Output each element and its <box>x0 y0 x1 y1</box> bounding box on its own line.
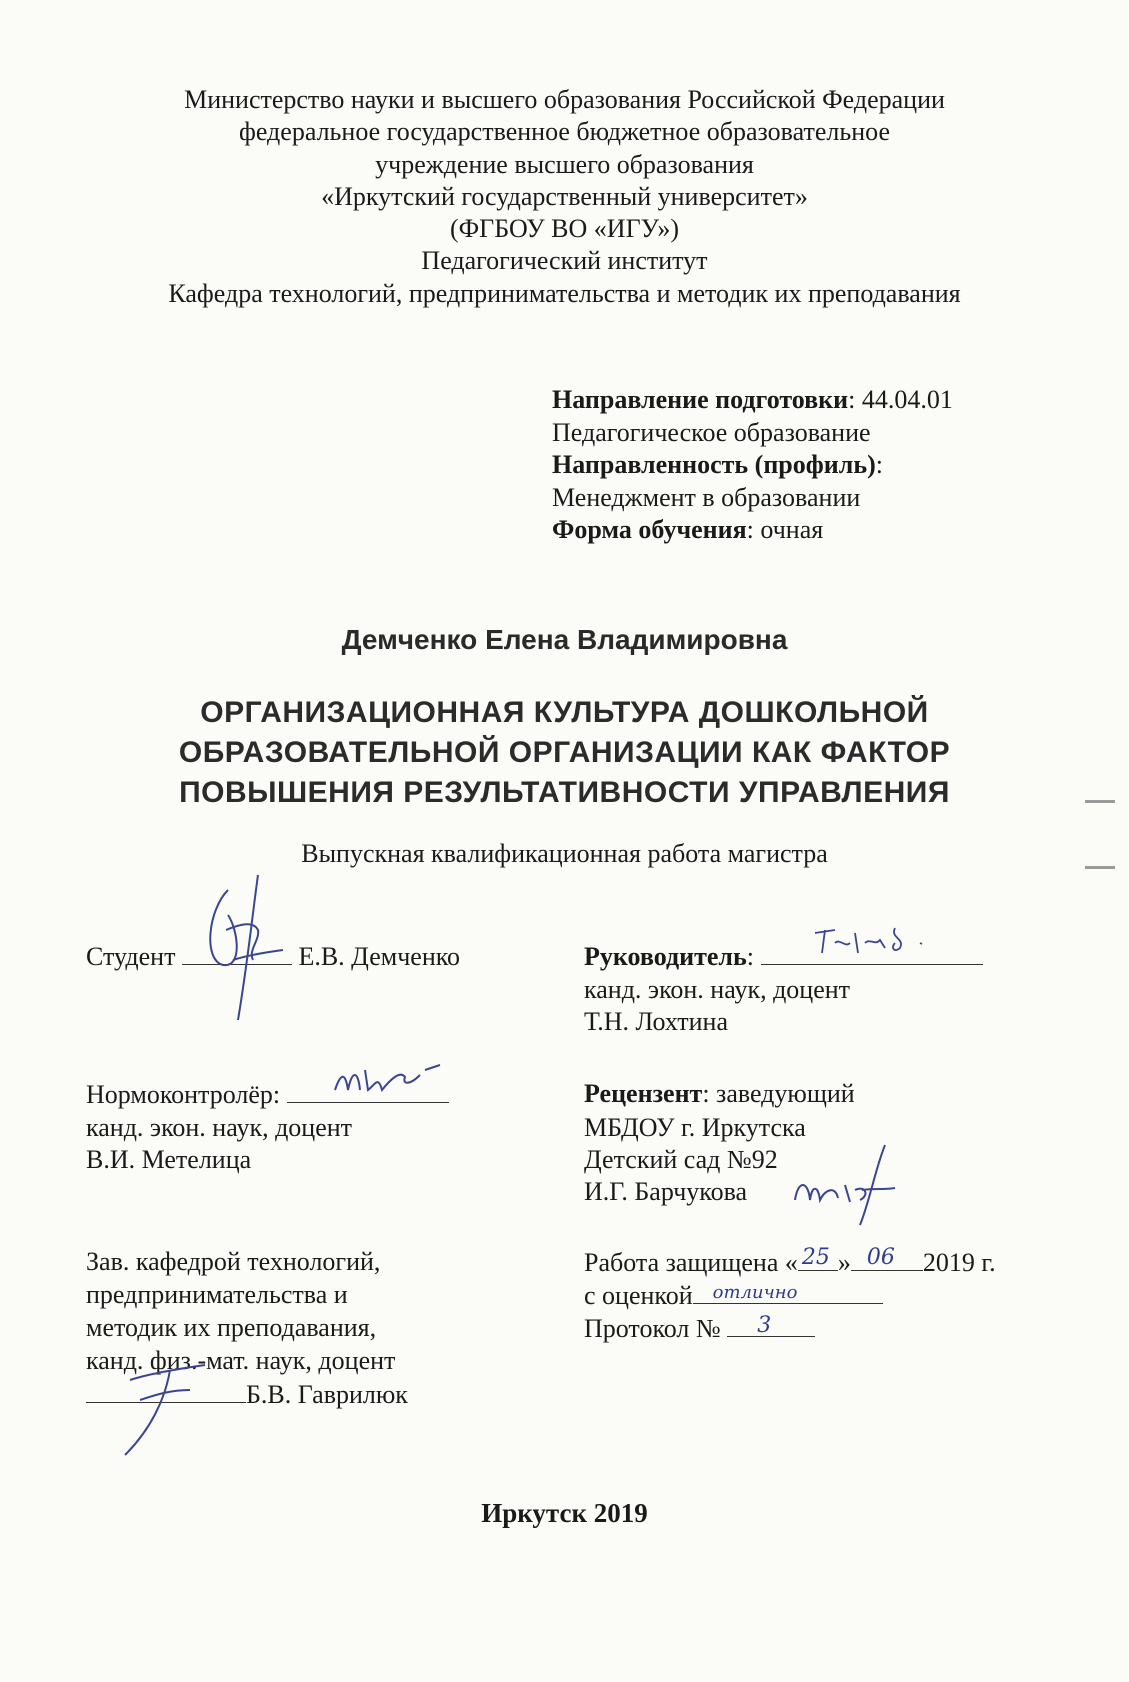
form-line <box>552 514 953 547</box>
grade-label: с оценкой <box>584 1281 693 1310</box>
defense-day-field <box>798 1246 838 1271</box>
scan-edge-mark <box>1085 866 1115 869</box>
protocol-field <box>727 1312 815 1337</box>
normcontroller-degree: канд. экон. наук, доцент <box>86 1113 353 1142</box>
head-line2: предпринимательства и <box>86 1280 348 1309</box>
defense-month: 06 <box>866 1245 895 1270</box>
defense-mid: » <box>837 1248 851 1277</box>
header-line-education-level: учреждение высшего образования <box>375 149 754 179</box>
form-value: : очная <box>746 515 824 544</box>
form-label: Форма обучения <box>552 515 747 544</box>
profile-sep: : <box>875 450 883 479</box>
defense-year: 2019 г. <box>922 1248 996 1277</box>
thesis-title <box>0 693 1129 813</box>
defense-month-field <box>851 1246 923 1271</box>
head-signature-line <box>86 1378 408 1411</box>
header-line-university: «Иркутский государственный университет» <box>321 181 808 211</box>
reviewer-org2: Детский сад №92 <box>584 1145 778 1174</box>
supervisor-name: Т.Н. Лохтина <box>584 1007 728 1036</box>
student-signature-field <box>182 940 292 965</box>
profile-label: Направленность (профиль) <box>552 450 876 479</box>
reviewer-name: И.Г. Барчукова <box>584 1177 748 1206</box>
author-name: Демченко Елена Владимировна <box>341 624 788 655</box>
reviewer-org1: МБДОУ г. Иркутска <box>584 1113 806 1142</box>
profile-line <box>552 449 953 482</box>
header-line-abbreviation: (ФГБОУ ВО «ИГУ») <box>449 214 680 244</box>
normcontroller-name: В.И. Метелица <box>86 1145 252 1174</box>
program-info <box>552 384 953 547</box>
header-line-department: Кафедра технологий, предпринимательства и методик их преподавания <box>168 278 961 308</box>
protocol-value: 3 <box>757 1313 772 1338</box>
direction-name: Педагогическое образование <box>552 417 871 447</box>
supervisor-label: Руководитель <box>584 942 747 971</box>
student-label: Студент <box>86 942 176 971</box>
head-line3: методик их преподавания, <box>86 1313 377 1342</box>
direction-line <box>552 384 953 417</box>
header-line-institution-type: федеральное государственное бюджетное образовательное <box>239 117 890 147</box>
profile-value: Менеджмент в образовании <box>552 482 861 512</box>
reviewer-label: Рецензент <box>584 1079 703 1108</box>
grade-field <box>693 1279 883 1304</box>
direction-label: Направление подготовки <box>552 385 849 414</box>
grade-value: отлично <box>712 1282 798 1303</box>
city-year: Иркутск 2019 <box>481 1498 648 1528</box>
supervisor-sep: : <box>746 942 755 971</box>
scan-edge-mark <box>1085 800 1115 803</box>
head-signature-field <box>86 1378 246 1403</box>
header-line-institute: Педагогический институт <box>421 246 708 276</box>
head-name: Б.В. Гаврилюк <box>246 1380 408 1409</box>
reviewer-position: : заведующий <box>702 1079 855 1108</box>
supervisor-line <box>584 940 983 973</box>
direction-value: : 44.04.01 <box>848 385 953 414</box>
normcontroller-line <box>86 1078 449 1111</box>
title-line-1: ОРГАНИЗАЦИОННАЯ КУЛЬТУРА ДОШКОЛЬНОЙ <box>200 696 929 729</box>
protocol-line <box>584 1312 815 1345</box>
supervisor-degree: канд. экон. наук, доцент <box>584 975 851 1004</box>
student-name: Е.В. Демченко <box>298 942 461 971</box>
defense-day: 25 <box>801 1245 830 1270</box>
grade-line <box>584 1279 883 1312</box>
supervisor-signature-field <box>761 940 983 965</box>
title-line-2: ОБРАЗОВАТЕЛЬНОЙ ОРГАНИЗАЦИИ КАК ФАКТОР <box>178 736 951 769</box>
head-degree: канд. физ.-мат. наук, доцент <box>86 1346 396 1375</box>
normcontroller-signature-field <box>287 1078 449 1103</box>
defense-line <box>584 1246 996 1279</box>
reviewer-line <box>584 1078 855 1110</box>
reviewer-signature <box>790 1140 900 1230</box>
header-line-ministry: Министерство науки и высшего образования Российской Федерации <box>184 85 945 114</box>
head-line1: Зав. кафедрой технологий, <box>86 1247 381 1276</box>
student-line <box>86 940 460 973</box>
normcontroller-label: Нормоконтролёр: <box>86 1080 281 1109</box>
title-line-3: ПОВЫШЕНИЯ РЕЗУЛЬТАТИВНОСТИ УПРАВЛЕНИЯ <box>179 776 950 809</box>
work-type: Выпускная квалификационная работа магистра <box>301 839 828 868</box>
protocol-label: Протокол № <box>584 1314 721 1343</box>
institution-header <box>0 84 1129 310</box>
defense-prefix: Работа защищена « <box>584 1248 798 1277</box>
